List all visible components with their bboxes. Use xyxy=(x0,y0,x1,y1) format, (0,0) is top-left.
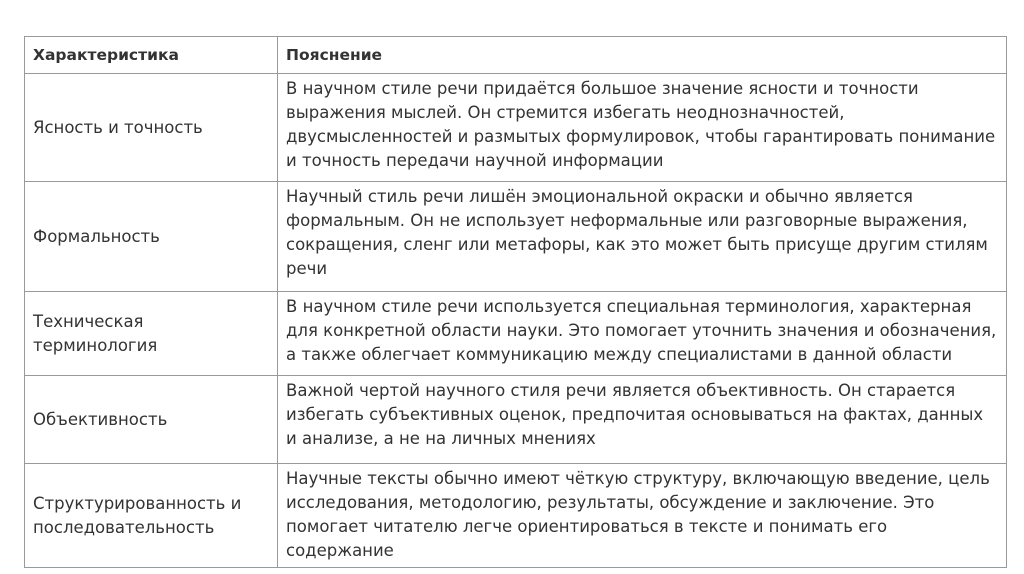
table-row xyxy=(25,74,1007,182)
table-row xyxy=(25,182,1007,292)
column-header-characteristic: Характеристика xyxy=(25,37,278,74)
characteristic-name: Техническая терминология xyxy=(25,292,278,376)
table-row xyxy=(25,376,1007,464)
characteristic-description: В научном стиле речи придаётся большое значение ясности и точности выражения мыслей. Он стремится избегать неоднозначностей, двусмысленностей и размытых формулировок, чтобы гарантировать понимание и точность передачи научной информации xyxy=(278,74,1007,182)
table-header-row xyxy=(25,37,1007,74)
characteristics-table-container xyxy=(24,36,1006,568)
table-row xyxy=(25,292,1007,376)
characteristic-name: Формальность xyxy=(25,182,278,292)
characteristic-description: В научном стиле речи используется специальная терминология, характерная для конкретной области науки. Это помогает уточнить значения и обозначения, а также облегчает коммуникацию между специалистами в данной области xyxy=(278,292,1007,376)
characteristic-description: Научные тексты обычно имеют чёткую структуру, включающую введение, цель исследования, методологию, результаты, обсуждение и заключение. Это помогает читателю легче ориентироваться в тексте и понимать его содержание xyxy=(278,464,1007,568)
characteristic-name: Объективность xyxy=(25,376,278,464)
characteristic-description: Важной чертой научного стиля речи является объективность. Он старается избегать субъективных оценок, предпочитая основываться на фактах, данных и анализе, а не на личных мнениях xyxy=(278,376,1007,464)
characteristics-table xyxy=(24,36,1007,568)
characteristic-name: Ясность и точность xyxy=(25,74,278,182)
characteristic-name: Структурированность и последовательность xyxy=(25,464,278,568)
characteristic-description: Научный стиль речи лишён эмоциональной окраски и обычно является формальным. Он не использует неформальные или разговорные выражения, сокращения, сленг или метафоры, как это может быть присуще другим стилям речи xyxy=(278,182,1007,292)
column-header-explanation: Пояснение xyxy=(278,37,1007,74)
table-row xyxy=(25,464,1007,568)
